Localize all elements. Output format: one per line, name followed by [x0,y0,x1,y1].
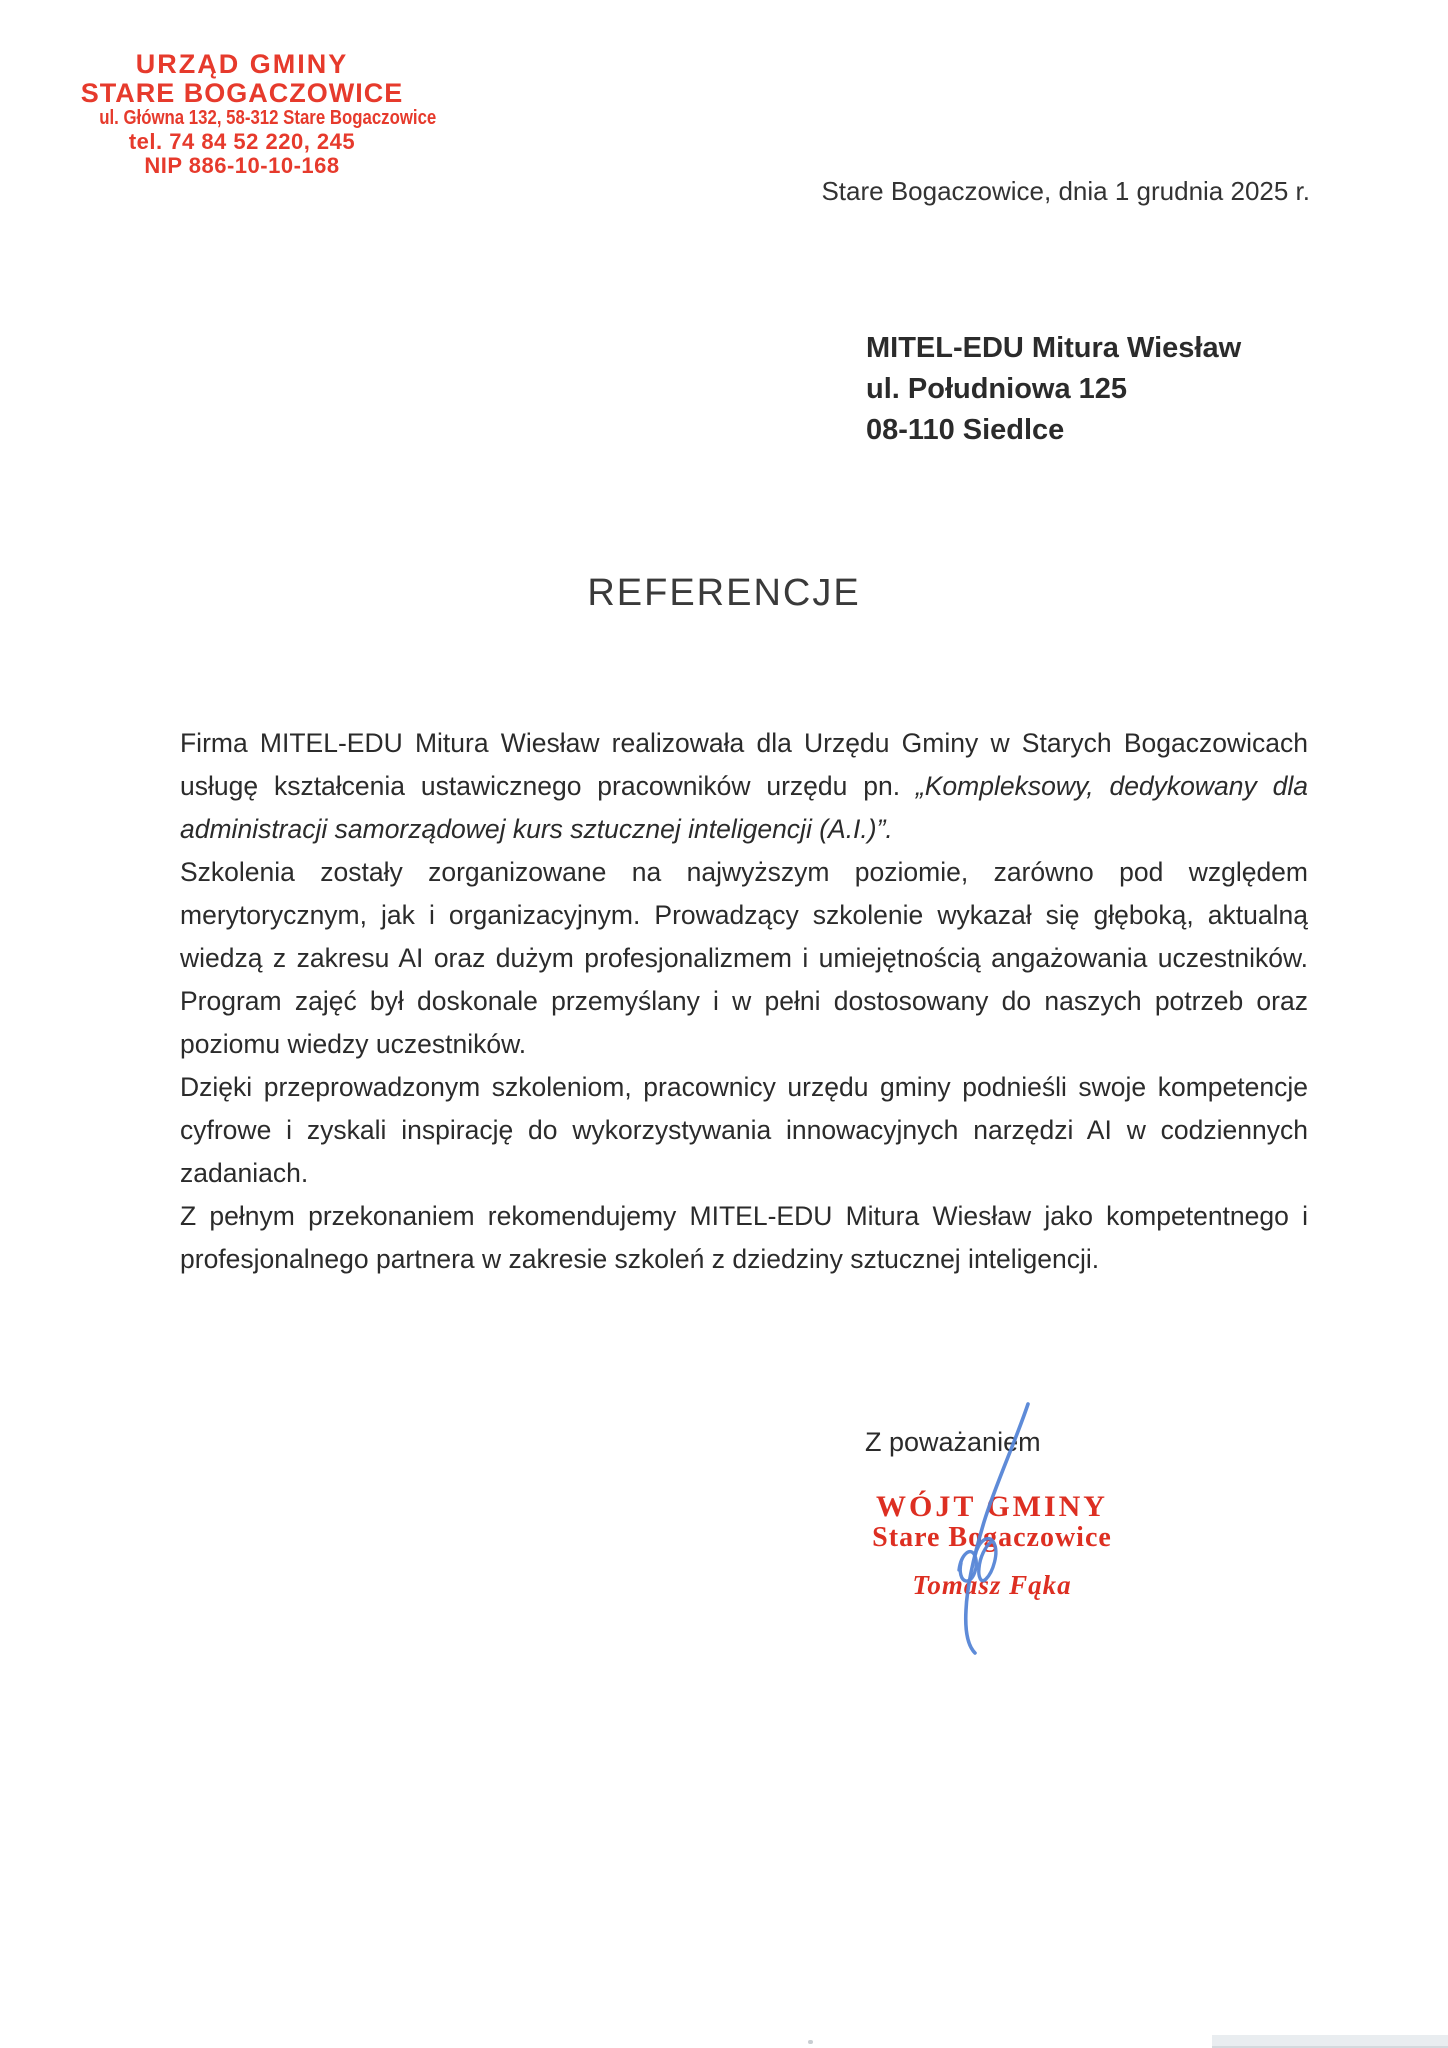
scan-speck [808,2040,813,2044]
office-address-line: ul. Główna 132, 58-312 Stare Bogaczowice [99,107,437,130]
document-title: REFERENCJE [587,572,861,614]
mayor-stamp-town: Stare Bogaczowice [872,1522,1112,1553]
recipient-street: ul. Południowa 125 [866,373,1128,405]
office-nip-line: NIP 886-10-10-168 [144,152,340,178]
office-phone-line: tel. 74 84 52 220, 245 [128,128,356,154]
paragraph-1 [180,722,1308,851]
mayor-stamp [852,1490,1132,1601]
paragraph-3: Dzięki przeprowadzonym szkoleniom, pracownicy urzędu gminy podnieśli swoje kompetencje cyfrowe i zyskali inspirację do wykorzystywania innowacyjnych narzędzi AI w codziennych zadaniach. [180,1072,1308,1188]
mayor-stamp-title: WÓJT GMINY [876,1490,1108,1523]
date-line: Stare Bogaczowice, dnia 1 grudnia 2025 r. [821,176,1310,206]
office-town-line: STARE BOGACZOWICE [80,78,404,109]
paragraph-2: Szkolenia zostały zorganizowane na najwyższym poziomie, zarówno pod względem merytorycznym, jak i organizacyjnym. Prowadzący szkolenie wykazał się głęboką, aktualną wiedzą z zakresu AI oraz dużym profesjonalizmem i umiejętnością angażowania uczestników. Program zajęć był doskonale przemyślany i w pełni dostosowany do naszych potrzeb oraz poziomu wiedzy uczestników. [180,857,1308,1059]
letter-body [180,722,1308,1281]
office-name-line: URZĄD GMINY [135,49,349,79]
paragraph-4: Z pełnym przekonaniem rekomendujemy MITEL-EDU Mitura Wiesław jako kompetentnego i profesjonalnego partnera w zakresie szkoleń z dziedziny sztucznej inteligencji. [180,1201,1308,1274]
closing-phrase: Z poważaniem [865,1427,1041,1457]
paragraph-1-text: Firma MITEL-EDU Mitura Wiesław realizowała dla Urzędu Gminy w Starych Bogaczowicach usługę kształcenia ustawicznego pracowników urzędu pn. [180,728,1308,801]
sender-office-stamp [72,49,437,178]
mayor-stamp-name: Tomasz Fąka [912,1570,1072,1600]
recipient-name: MITEL-EDU Mitura Wiesław [866,332,1242,364]
recipient-city: 08-110 Siedlce [866,414,1065,446]
paragraph-1-course-title: „Kompleksowy, dedykowany dla administracji samorządowej kurs sztucznej inteligencji (A.I.)”. [180,771,1308,844]
recipient-block [866,328,1241,451]
